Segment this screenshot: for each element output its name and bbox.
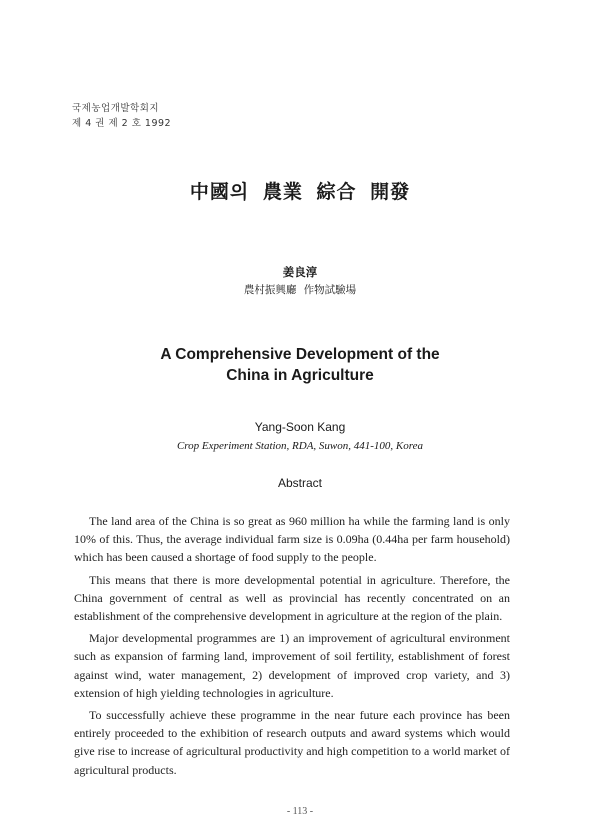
- author-korean: 姜良淳: [282, 265, 318, 279]
- journal-header: [72, 101, 171, 131]
- journal-name: 국제농업개발학회지: [72, 103, 160, 114]
- affiliation-english: Crop Experiment Station, RDA, Suwon, 441-100, Korea: [176, 440, 424, 452]
- abstract-paragraph: The land area of the China is so great as 960 million ha while the farming land is only 10% of this. Thus, the average individual farm size is 0.09ha (0.44ha per farm household) which has been caused a shortage of food supply to the people.: [74, 514, 510, 565]
- title-english-line2: China in Agriculture: [226, 367, 374, 384]
- title-english-line1: A Comprehensive Development of the: [160, 346, 440, 363]
- journal-volume-issue: 제 4 권 제 2 호 1992: [72, 118, 172, 129]
- title-english: [0, 344, 600, 386]
- title-korean: 中國의 農業 綜合 開發: [189, 181, 411, 203]
- abstract-heading: Abstract: [277, 476, 322, 490]
- author-english: Yang-Soon Kang: [254, 420, 346, 434]
- abstract-paragraph: This means that there is more developmental potential in agriculture. Therefore, the China government of central as well as provincial has recently concentrated on an establishment of the comprehensive development in agriculture at the region of the plain.: [74, 572, 510, 624]
- abstract-paragraph: To successfully achieve these programme in the near future each province has been entirely proceeded to the exhibition of research outputs and award systems which would give rise to increase of agricultural productivity and high competition to a world market of agricultural products.: [74, 708, 510, 777]
- abstract-body: [74, 512, 510, 783]
- abstract-paragraph: Major developmental programmes are 1) an improvement of agricultural environment such as expansion of farming land, improvement of soil fertility, establishment of forest against wind, water management, 2) development of improved crop variety, and 3) extension of high yielding technologies in agriculture.: [74, 631, 510, 700]
- page-number: - 113 -: [286, 806, 314, 817]
- affiliation-korean: 農村振興廳 作物試驗場: [243, 284, 357, 296]
